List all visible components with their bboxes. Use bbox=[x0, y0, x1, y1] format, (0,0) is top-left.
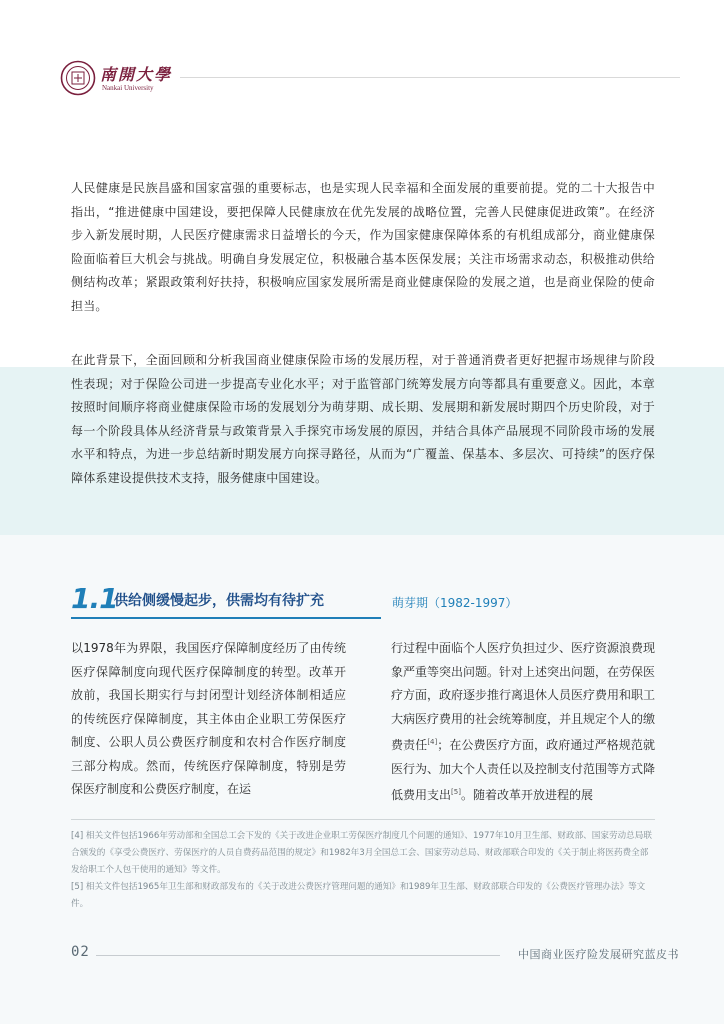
section-title-underline bbox=[71, 617, 381, 619]
footnotes bbox=[71, 828, 655, 913]
university-name-cn: 南開大學 bbox=[100, 65, 173, 84]
footer-divider bbox=[96, 955, 500, 956]
footnote-ref-4[interactable]: [4] bbox=[427, 738, 438, 746]
university-seal-icon bbox=[60, 60, 96, 96]
section-number: 1.1 bbox=[71, 582, 118, 615]
intro-paragraph-2: 在此背景下，全面回顾和分析我国商业健康保险市场的发展历程，对于普通消费者更好把握市场规律与阶段性表现；对于保险公司进一步提高专业化水平；对于监管部门统筹发展方向等都具有重要意义。因此，本章按照时间顺序将商业健康保险市场的发展划分为萌芽期、成长期、发展期和新发展时期四个历史阶段，对于每一个阶段具体从经济背景与政策背景入手探究市场发展的原因，并结合具体产品展现不同阶段市场的发展水平和特点，为进一步总结新时期发展方向探寻路径，从而为“广覆盖、保基本、多层次、可持续”的医疗保障体系建设提供技术支持，服务健康中国建设。 bbox=[71, 353, 655, 485]
footnote-5: [5] 相关文件包括1965年卫生部和财政部发布的《关于改进公费医疗管理问题的通知》和1989年卫生部、财政部联合印发的《公费医疗管理办法》等文件。 bbox=[71, 882, 646, 909]
header-divider bbox=[180, 77, 680, 78]
page-number: 02 bbox=[71, 944, 90, 960]
footnote-4: [4] 相关文件包括1966年劳动部和全国总工会下发的《关于改进企业职工劳保医疗制度几个问题的通知》、1977年10月卫生部、财政部、国家劳动总局联合颁发的《享受公费医疗、劳保医疗的人员自费药品范围的规定》和1982年3月全国总工会、国家劳动总局、财政部联合印发的《关于制止将医药费全部发给职工个人包干使用的通知》等文件。 bbox=[71, 831, 652, 875]
university-name-en: Nankai University bbox=[102, 84, 154, 92]
footnote-divider bbox=[71, 819, 655, 820]
body-text: 。随着改革开放进程的展 bbox=[460, 788, 593, 802]
section-phase-label: 萌芽期（1982-1997） bbox=[392, 596, 518, 610]
section-title: 供给侧缓慢起步，供需均有待扩充 bbox=[114, 593, 324, 609]
page-header bbox=[60, 56, 680, 106]
book-title: 中国商业医疗险发展研究蓝皮书 bbox=[518, 948, 679, 961]
body-column-left: 以1978年为界限，我国医疗保障制度经历了由传统医疗保障制度向现代医疗保障制度的转型。改革开放前，我国长期实行与封闭型计划经济体制相适应的传统医疗保障制度，其主体由企业职工劳保医疗制度、公职人员公费医疗制度和农村合作医疗制度三部分构成。然而，传统医疗保障制度，特别是劳保医疗制度和公费医疗制度，在运 bbox=[71, 641, 346, 796]
body-column-right bbox=[391, 637, 655, 808]
footnote-ref-5[interactable]: [5] bbox=[451, 788, 461, 796]
body-text: ；在公费医疗方面，政府通过严格规范就医行为、加大个人责任以及控制支付范围等方式降低费用支出 bbox=[391, 738, 656, 802]
body-text: 行过程中面临个人医疗负担过少、医疗资源浪费现象严重等突出问题。针对上述突出问题，在劳保医疗方面，政府逐步推行离退休人员医疗费用和职工大病医疗费用的社会统筹制度，并且规定个人的缴费责任 bbox=[391, 641, 656, 752]
intro-paragraph-1: 人民健康是民族昌盛和国家富强的重要标志，也是实现人民幸福和全面发展的重要前提。党的二十大报告中指出，“推进健康中国建设，要把保障人民健康放在优先发展的战略位置，完善人民健康促进政策”。在经济步入新发展时期，人民医疗健康需求日益增长的今天，作为国家健康保障体系的有机组成部分，商业健康保险面临着巨大机会与挑战。明确自身发展定位，积极融合基本医保发展；关注市场需求动态，积极推动供给侧结构改革；紧跟政策利好扶持，积极响应国家发展所需是商业健康保险的发展之道，也是商业保险的使命担当。 bbox=[71, 181, 655, 313]
